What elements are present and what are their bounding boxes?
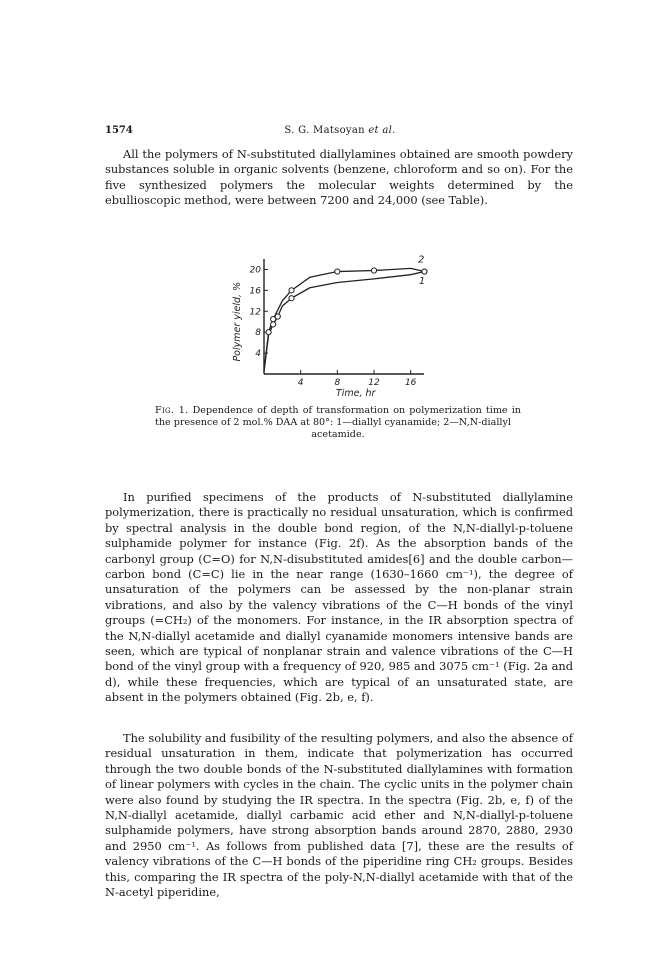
- series-1-point-0: [271, 322, 276, 327]
- yield-chart: [228, 252, 438, 399]
- figure-caption: [155, 405, 521, 442]
- caption-label: Fig. 1.: [155, 405, 189, 416]
- y-tick-label-4: 20: [249, 265, 261, 276]
- paragraph-3: The solubility and fusibility of the resulting polymers, and also the absence of residual unsaturation in them, indicate that polymerization has occurred through the two double bonds of the N-substituted diallylamines with formation of linear polymers with cycles in the chain. The cyclic units in the polymer chain were also found by studying the IR spectra. In the spectra (Fig. 2b, e, f) of the N,N-diallyl acetamide, diallyl carbamic acid ether and N,N-diallyl-p-toluene sulphamide polymers, have strong absorption bands around 2870, 2880, 2930 and 2950 cm⁻¹. As follows from published data [7], these are the results of valency vibrations of the C—H bonds of the piperidine ring CH₂ groups. Besides this, comparing the IR spectra of the poly-N,N-diallyl acetamide with that of the N-acetyl piperidine,: [105, 731, 573, 900]
- figure-1: [228, 252, 438, 399]
- chart-markers: [266, 268, 427, 335]
- caption-text: Dependence of depth of transformation on polymerization time in the presence of 2 mol.% DAA at 80°: 1—diallyl cyanamide; 2—N,N-diallyl: [155, 405, 521, 429]
- series-1-point-2: [289, 296, 294, 301]
- y-tick-label-3: 16: [249, 286, 261, 297]
- paragraph-2: In purified specimens of the products of N-substituted diallylamine polymerization, there is practically no residual unsaturation, which is confirmed by spectral analysis in the double bond region, of the N,N-diallyl-p-toluene sulphamide polymer for instance (Fig. 2f). As the absorption bands of the carbonyl group (C=O) for N,N-disubstituted amides[6] and the double carbon—carbon bond (C=C) lie in the near range (1630–1660 cm⁻¹), the degree of unsaturation of the polymers can be assessed by the non-planar strain vibrations, and also by the valency vibrations of the C—H bonds of the vinyl groups (=CH₂) of the monomers. For instance, in the IR absorption spectra of the N,N-diallyl acetamide and diallyl cyanamide monomers intensive bands are seen, which are typical of nonplanar strain and valence vibrations of the C—H bond of the vinyl group with a frequency of 920, 985 and 3075 cm⁻¹ (Fig. 2a and d), while these frequencies, which are typical of an unsaturated state, are absent in the polymers obtained (Fig. 2b, e, f).: [105, 490, 573, 705]
- series-2-point-1: [271, 317, 276, 322]
- chart-curves: [264, 268, 424, 371]
- x-axis-label: Time, hr: [335, 388, 376, 399]
- page-header: [105, 125, 575, 139]
- x-tick-label-1: 8: [334, 378, 341, 388]
- series-2-point-5: [422, 269, 427, 274]
- running-head-author: S. G. Matsoyan: [284, 125, 365, 136]
- y-axis-label: Polymer yield, %: [232, 281, 243, 362]
- page-number: 1574: [105, 125, 133, 136]
- series-2-label: 2: [418, 254, 425, 266]
- running-head: [105, 125, 575, 136]
- series-2-line: [264, 268, 424, 371]
- series-2-point-0: [266, 330, 271, 335]
- paragraph-1: All the polymers of N-substituted diallylamines obtained are smooth powdery substances soluble in organic solvents (benzene, chloroform and so on). For the five synthesized polymers the molecular weights determined by the ebullioscopic method, were between 7200 and 24,000 (see Table).: [105, 147, 573, 208]
- series-2-point-2: [289, 288, 294, 293]
- series-2-point-3: [335, 269, 340, 274]
- x-tick-label-2: 12: [368, 378, 380, 388]
- x-tick-label-3: 16: [404, 378, 417, 388]
- y-tick-label-1: 8: [255, 328, 261, 339]
- y-tick-label-2: 12: [249, 307, 261, 318]
- caption-text-end: acetamide.: [311, 429, 365, 441]
- x-tick-label-0: 4: [297, 378, 304, 388]
- running-head-et-al: et al.: [368, 125, 396, 136]
- series-1-line: [264, 272, 424, 372]
- y-tick-label-0: 4: [255, 349, 261, 360]
- series-2-point-4: [371, 268, 376, 273]
- series-1-label: 1: [418, 276, 426, 288]
